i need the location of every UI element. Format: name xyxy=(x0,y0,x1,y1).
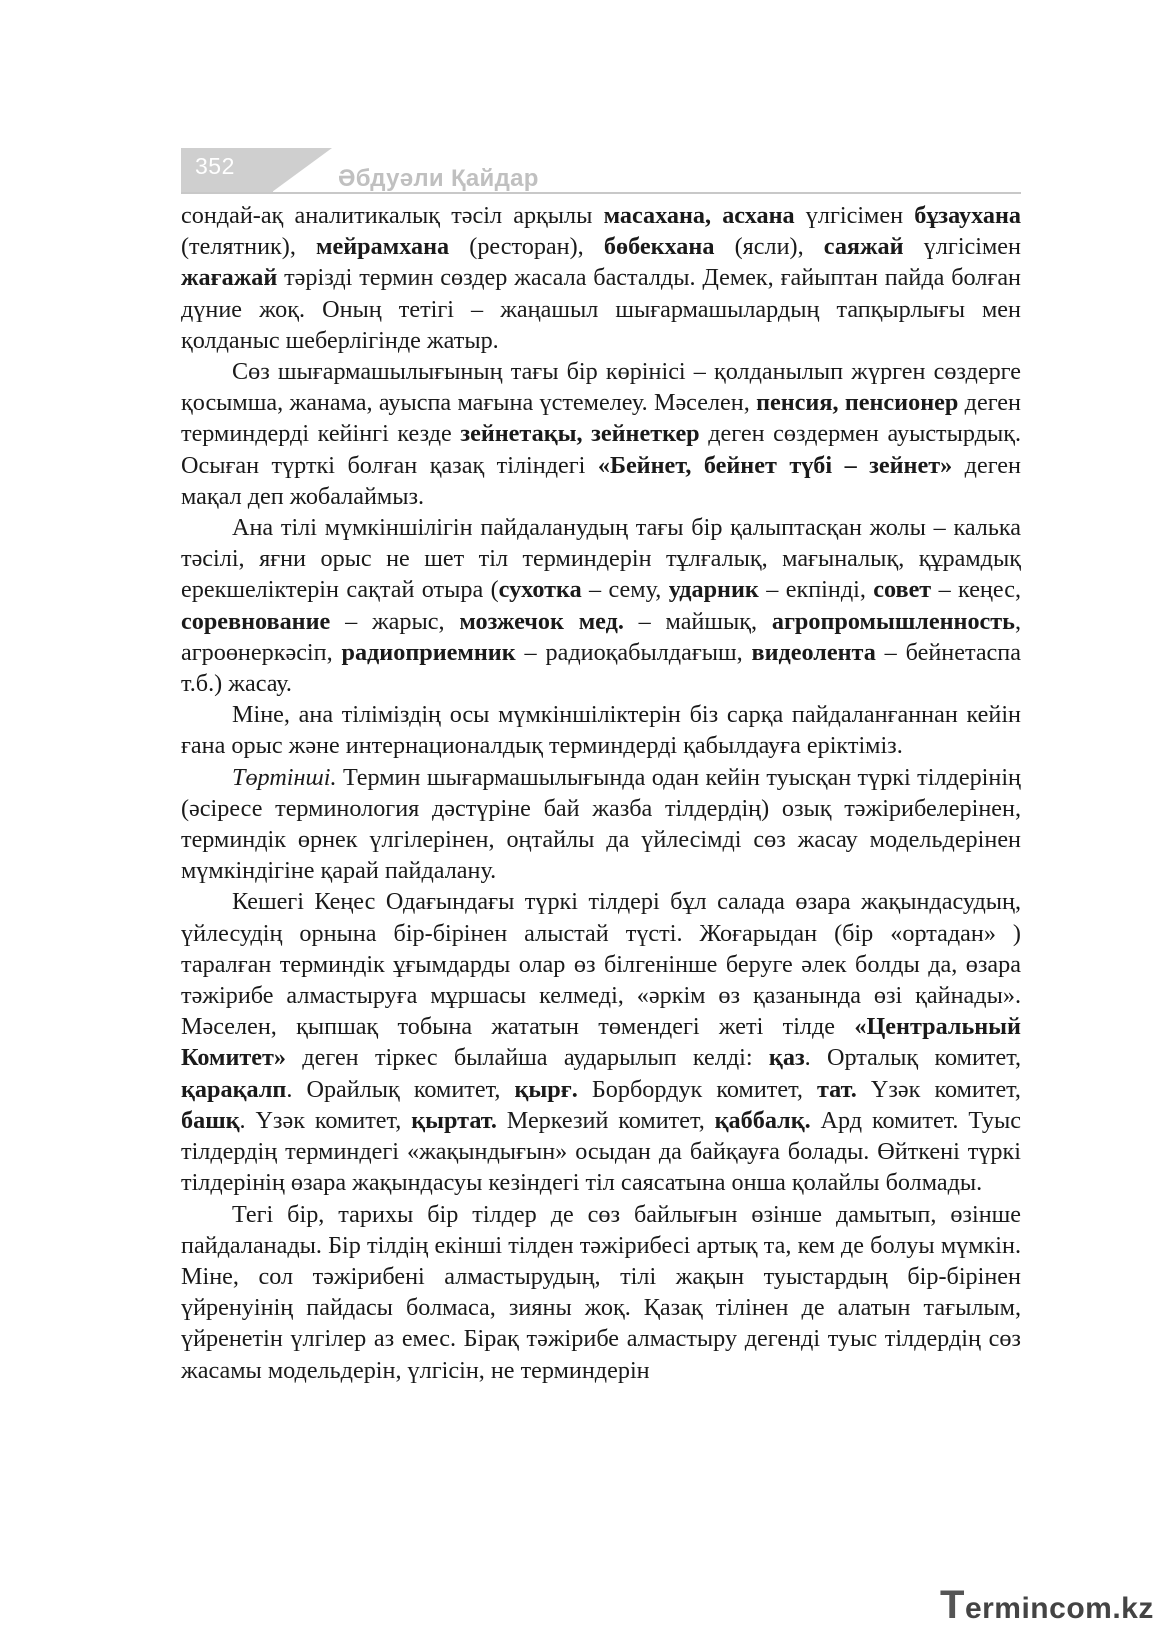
paragraph: Кешегі Кеңес Одағындағы түркі тілдері бұл салада өзара жақындасудың, үйлесудің орнына бір-бірінен алыстай түсті. Жоғарыдан (бір «ортадан» ) таралған терминдік ұғымдарды олар өз білгенінше беруге әлек болды да, өзара тәжірибе алмастыруға мұршасы келмеді, «әркім өз қазанында өзі қайнады». Мәселен, қыпшақ тобына жататын төмендегі жеті тілде «Центральный Комитет» деген тіркес былайша аударылып келді: қаз. Орталық комитет, қарақалп. Орайлық комитет, қырғ. Борбордук комитет, тат. Үзәк комитет, башқ. Үзәк комитет, қыртат. Меркезий комитет, қаббалқ. Ард комитет. Туыс тілдердің терминдегі «жақындығын» осыдан да байқауға болады. Өйткені түркі тілдерінің өзара жақындасуы кезіндегі тіл саясатына онша қолайлы болмады. xyxy=(181,888,1021,1197)
paragraph: Төртінші. Термин шығармашылығында одан кейін туысқан түркі тілдерінің (әсіресе терминология дәстүріне бай жазба тілдердің) озық тәжірибелерінен, терминдік өрнек үлгілерінен, оңтайлы да үйлесімді сөз жасау модельдерінен мүмкіндігіне қарай пайдалану. xyxy=(181,763,1021,885)
header-rule xyxy=(181,192,1021,194)
termincom-logo: Termincom.kz xyxy=(940,1583,1154,1627)
page-header xyxy=(181,148,1021,194)
paragraph: Сөз шығармашылығының тағы бір көрінісі – қолданылып жүрген сөздерге қосымша, жанама, ауыспа мағына үстемелеу. Мәселен, пенсия, пенсионер деген терминдерді кейінгі кезде зейнетақы, зейнеткер деген сөздермен ауыстырдық. Осыған түрткі болған қазақ тіліндегі «Бейнет, бейнет түбі – зейнет» деген мақал деп жобалаймыз. xyxy=(181,358,1022,510)
paragraph: Ана тілі мүмкіншілігін пайдаланудың тағы бір қалыптасқан жолы – калька тәсілі, яғни орыс не шет тіл терминдерін тұлғалық, мағыналық, құрамдық ерекшеліктерін сақтай отыра (сухотка – сему, ударник – екпінді, совет – кеңес, соревнование – жарыс, мозжечок мед. – майшық, агропромышленность, агроөнеркәсіп, радиоприемник – радиоқабылдағыш, видеолента – бейнетаспа т.б.) жасау. xyxy=(181,514,1022,698)
page-number: 352 xyxy=(195,153,235,179)
paragraph: Міне, ана тіліміздің осы мүмкіншіліктерін біз сарқа пайдаланғаннан кейін ғана орыс және интернационалдық терминдерді қабылдауға еріктіміз. xyxy=(181,701,1021,760)
paragraph: сондай-ақ аналитикалық тәсіл арқылы масахана, асхана үлгісімен бұзаухана (телятник), мейрамхана (ресторан), бөбекхана (ясли), саяжай үлгісімен жағажай тәрізді термин сөздер жасала басталды. Демек, ғайыптан пайда болған дүние жоқ. Оның тетігі – жаңашыл шығармашылардың тапқырлығы мен қолданыс шеберлігінде жатыр. xyxy=(181,202,1021,354)
body-text xyxy=(181,200,1021,1386)
paragraph: Тегі бір, тарихы бір тілдер де сөз байлығын өзінше дамытып, өзінше пайдаланады. Бір тілдің екінші тілден тәжірибесі артық та, кем де болуы мүмкін. Міне, сол тәжірибені алмастырудың, тілі жақын туыстардың бір-бірінен үйренуінің пайдасы болмаса, зияны жоқ. Қазақ тілінен де алатын тағылым, үйренетін үлгілер аз емес. Бірақ тәжірибе алмастыру дегенді туыс тілдердің сөз жасамы модельдерін, үлгісін, не терминдерін xyxy=(181,1200,1021,1384)
page-number-tab xyxy=(181,148,273,192)
tab-slope xyxy=(272,148,332,192)
running-head-author: Әбдуәли Қайдар xyxy=(338,165,539,192)
